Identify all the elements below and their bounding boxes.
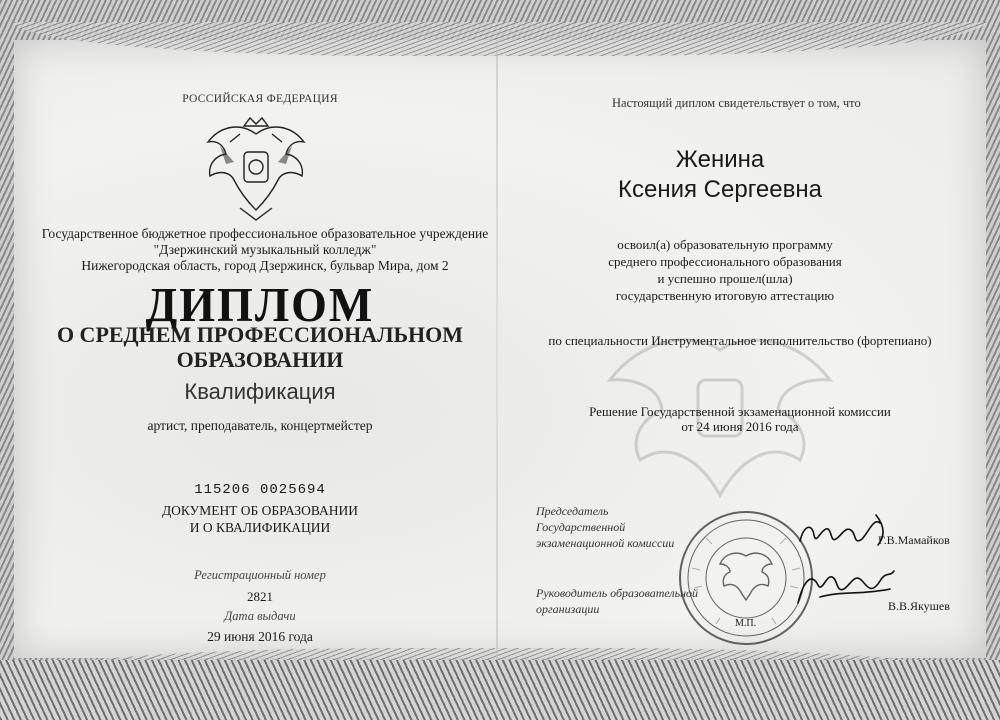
graduate-last-name: Женина: [675, 146, 765, 173]
stamp-label: М.П.: [735, 618, 757, 629]
head-title-line1: Руководитель образовательной: [536, 586, 699, 600]
decision-line2: от 24 июня 2016 года: [681, 419, 799, 434]
institution-type: Государственное бюджетное профессиональное образовательное учреждение: [41, 226, 489, 241]
program-statement: [560, 236, 890, 304]
graduate-name: [560, 145, 880, 205]
page-fold: [496, 40, 498, 660]
program-line2: среднего профессионального образования: [608, 254, 842, 269]
graduate-first-middle-name: Ксения Сергеевна: [618, 176, 822, 203]
document-subtitle-line1: О СРЕДНЕМ ПРОФЕССИОНАЛЬНОМ: [56, 322, 464, 347]
issue-date-label: Дата выдачи: [224, 609, 296, 623]
institution-block: [30, 226, 500, 274]
double-headed-eagle-emblem-icon: [200, 112, 312, 222]
commission-decision: [540, 404, 940, 434]
country-heading: РОССИЙСКАЯ ФЕДЕРАЦИЯ: [182, 93, 338, 105]
organization-head-title: [536, 585, 698, 617]
registration-label: Регистрационный номер: [194, 568, 326, 582]
program-line4: государственную итоговую аттестацию: [615, 288, 835, 303]
qualification-label: Квалификация: [184, 379, 336, 404]
specialty: по специальности Инструментальное исполнительство (фортепиано): [548, 333, 932, 348]
certifies-text: Настоящий диплом свидетельствует о том, что: [612, 96, 861, 110]
chair-title-line1: Председатель: [536, 504, 609, 518]
head-title-line2: организации: [536, 602, 600, 616]
chair-title-line2: Государственной: [536, 520, 626, 534]
guilloche-strip: [0, 660, 1000, 720]
program-line3: и успешно прошел(шла): [657, 271, 793, 286]
document-type-line1: ДОКУМЕНТ ОБ ОБРАЗОВАНИИ: [161, 503, 359, 518]
program-line1: освоил(а) образовательную программу: [617, 237, 833, 252]
document-subtitle-line2: ОБРАЗОВАНИИ: [176, 347, 344, 372]
serial-number: 115206 0025694: [194, 482, 326, 498]
chair-title-line3: экзаменационной комиссии: [536, 536, 675, 550]
commission-chair-name: Г.В.Мамайков: [878, 533, 950, 547]
qualification-value: артист, преподаватель, концертмейстер: [147, 418, 373, 433]
organization-head-name: В.В.Якушев: [888, 599, 950, 613]
document-title: ДИПЛОМ: [145, 277, 375, 332]
decision-line1: Решение Государственной экзаменационной комиссии: [589, 404, 891, 419]
document-subtitle: [40, 322, 480, 372]
document-type: [40, 502, 480, 536]
commission-chair-title: [536, 503, 674, 551]
institution-name: "Дзержинский музыкальный колледж": [153, 242, 377, 257]
registration-number: 2821: [247, 589, 273, 604]
institution-address: Нижегородская область, город Дзержинск, бульвар Мира, дом 2: [81, 258, 449, 273]
handwritten-signature-icon: [790, 505, 900, 615]
document-type-line2: И О КВАЛИФИКАЦИИ: [189, 520, 331, 535]
issue-date: 29 июня 2016 года: [207, 629, 313, 644]
